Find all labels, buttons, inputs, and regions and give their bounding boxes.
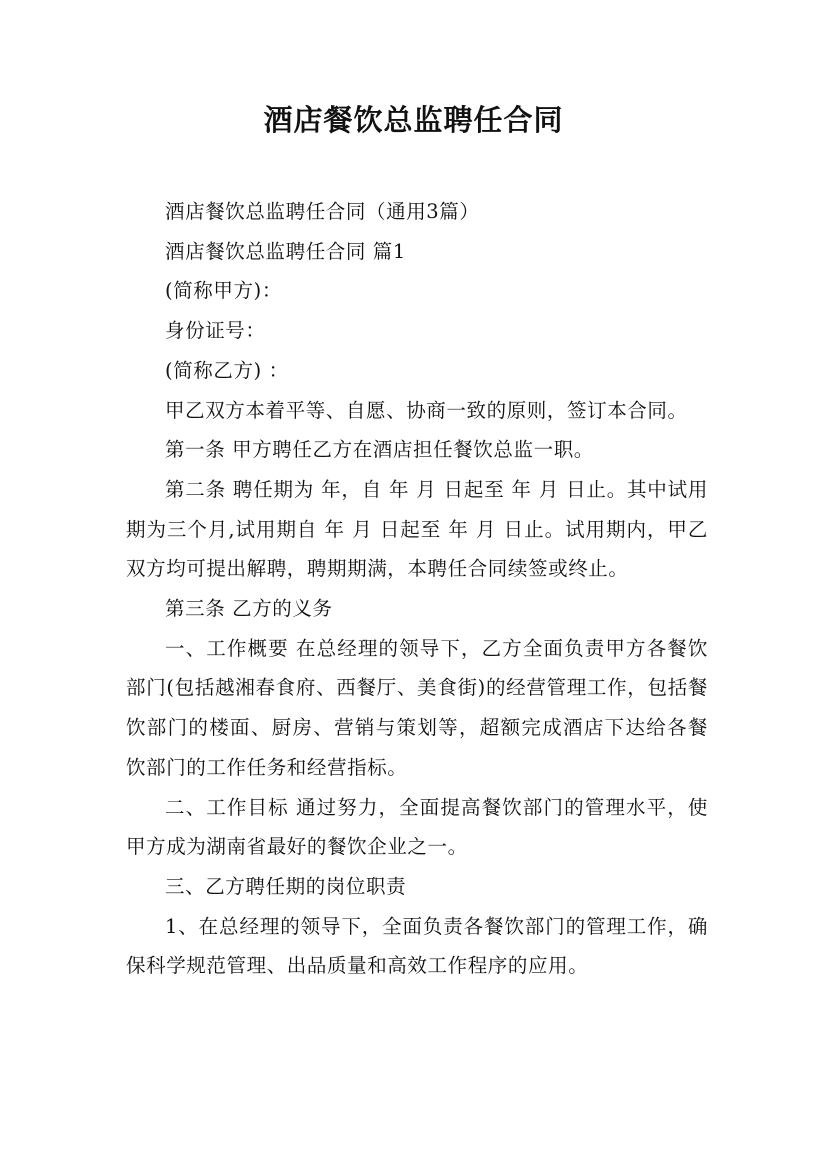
paragraph-part-heading: 酒店餐饮总监聘任合同 篇1 xyxy=(165,239,406,263)
paragraph-preamble: 甲乙双方本着平等、自愿、协商一致的原则，签订本合同。 xyxy=(165,398,688,422)
paragraph-work-overview: 一、工作概要 在总经理的领导下，乙方全面负责甲方各餐饮部门(包括越湘春食府、西餐厅、美食街)的经营管理工作，包括餐饮部门的楼面、厨房、营销与策划等，超额完成酒店下达给各餐饮部门的工作任务和经营指标。 xyxy=(126,636,708,779)
document-body xyxy=(126,192,708,986)
paragraph-subtitle: 酒店餐饮总监聘任合同（通用3篇） xyxy=(165,200,480,223)
paragraph-party-b: (简称乙方) ： xyxy=(165,358,289,382)
paragraph-duty-1: 1、在总经理的领导下，全面负责各餐饮部门的管理工作，确保科学规范管理、出品质量和高效工作程序的应用。 xyxy=(126,914,708,978)
paragraph-article-2: 第二条 聘任期为 年，自 年 月 日起至 年 月 日止。其中试用期为三个月,试用期自 年 月 日起至 年 月 日止。试用期内，甲乙双方均可提出解聘，聘期期满，本聘任合同续签或终止。 xyxy=(126,477,708,581)
paragraph-id-number: 身份证号： xyxy=(165,319,266,343)
paragraph-duties-heading: 三、乙方聘任期的岗位职责 xyxy=(165,874,407,898)
paragraph-party-a: (简称甲方)： xyxy=(165,279,282,303)
paragraph-article-3: 第三条 乙方的义务 xyxy=(165,597,333,621)
paragraph-article-1: 第一条 甲方聘任乙方在酒店担任餐饮总监一职。 xyxy=(165,438,594,462)
paragraph-work-goal: 二、工作目标 通过努力，全面提高餐饮部门的管理水平，使甲方成为湖南省最好的餐饮企业之一。 xyxy=(126,795,708,859)
document-title: 酒店餐饮总监聘任合同 xyxy=(263,103,564,137)
